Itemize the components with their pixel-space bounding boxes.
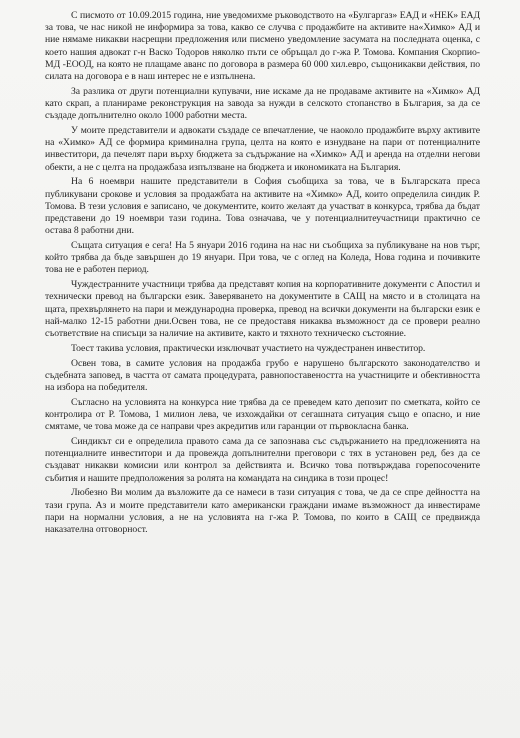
paragraph-4: На 6 ноември нашите представители в София съобщиха за това, че в Българската преса публикувани срокове и условия за продажбата на активите на «Химко» АД, които определила синдик Р. Томова. В тези условия е записано, че документите, които желаят да участват в конкурса, трябва да бъдат представени до 19 ноември тази година. Това означава, че у потенциалнитеучастници практично се остава 8 работни дни. (45, 176, 480, 237)
paragraph-2: За разлика от други потенциални купувачи, ние искаме да не продаваме активите на «Химко» АД като скрап, а планираме реконструкция на завода за нужди в селското стопанство в България, за да се създаде допълнително около 1000 работни места. (45, 85, 480, 122)
paragraph-8: Освен това, в самите условия на продажба грубо е нарушено българското законодателство и съдебната заповед, в частта от самата процедурата, равнопоставеността на участниците и обективността на избора на победителя. (45, 357, 480, 394)
paragraph-7: Тоест такива условия, практически изключват участието на чуждестранен инвеститор. (71, 342, 426, 354)
paragraph-6: Чуждестранните участници трябва да представят копия на корпоративните документи с Апостил и технически превод на български език. Заверяването на документите в САЩ на място и в столицата на щата, прехвърлянето на пари и международна проверка, превод на всички документи на български език е най-малко 12-15 работни дни.Освен това, не се предоставя никаква възможност да се провери реално съответствие на списъци за наличие на активите, както и тяхното техническо състояние. (45, 279, 480, 340)
paragraph-5: Същата ситуация е сега! На 5 януари 2016 година на нас ни съобщиха за публикуване на нов търг, който трябва да бъде завършен до 19 януари. При това, че с оглед на Коледа, Нова година и почивките това не е работен период. (45, 240, 480, 276)
paragraph-10: Синдикът си е определила правото сама да се запознава със съдържанието на предложенията на потенциалните инвеститори и да провежда допълнителни преговори с тях в установен ред, без да се създават никакви комисии или контрол за действията и. Всичко това потвърждава горепосочените събития и нашите предположения за ролята на командата на синдика в този процес! (45, 436, 480, 484)
paragraph-3: У моите представители и адвокати създаде се впечатление, че наоколо продажбите върху активите на «Химко» АД се формира криминална група, целта на която е изнудване на пари от потенциалните инвеститори, да печелят пари върху бюджета за съдържание на «Химко» АД и аренда на отделни негови обекти, а не с целта на продажбаза изпълзване на бюджета и икономиката на България. (45, 125, 480, 173)
paragraph-9: Съгласно на условията на конкурса ние трябва да се преведем като депозит по сметката, който се контролира от Р. Томова, 1 милион лева, че изхождайки от сегашната ситуация също е опасно, и ние смятаме, че това може да се направи чрез акредитив или гаранции от първокласна банка. (45, 396, 480, 433)
paragraph-1: С писмото от 10.09.2015 година, ние уведомихме ръководството на «Булгаргаз» ЕАД и «НЕК» ЕАД за това, че нас никой не информира за това, какво се случва с продажбите на активите на«Химко» АД и ние нямаме никакви насрещни предложения или писмено уведомление засумата на последната оценка, с което нашия адвокат г-н Васко Тодоров няколко пъти се обръщал до г-жа Р. Томова. Компания Скорпио-МД -ЕООД, на която не плащаме аванс по договора в размера 60 000 хил.евро, същоникакви действия, по силата на договора е в наш интерес не е изпълнена. (45, 10, 480, 83)
paragraph-11: Любезно Ви молим да възложите да се намеси в тази ситуация с това, че да се спре дейността на тази група. Аз и моите представители като американски граждани имаме възможност да инвестираме пари на нормални условия, а не на условията на г-жа Р. Томова, по които в САЩ се предвижда наказателна отговорност. (45, 487, 480, 536)
